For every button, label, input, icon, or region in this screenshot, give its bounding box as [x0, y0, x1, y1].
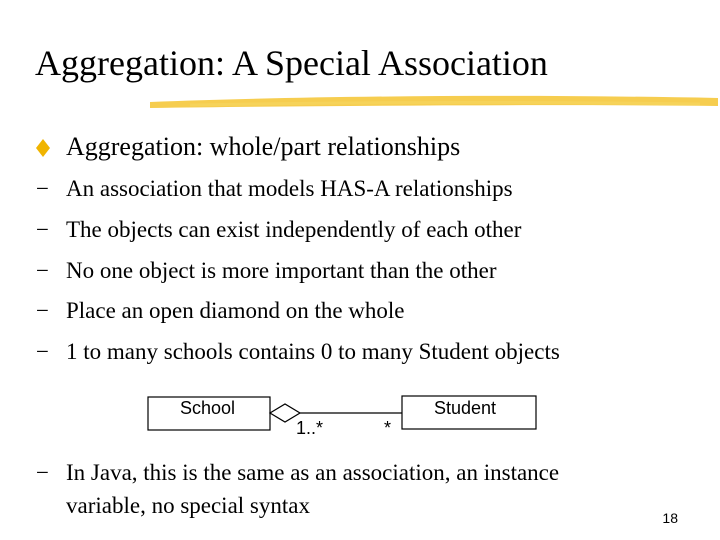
uml-aggregation-diagram: [0, 380, 720, 440]
main-bullet-text: Aggregation: whole/part relationships: [66, 132, 461, 161]
sub-bullet-text: An association that models HAS-A relationships: [66, 176, 513, 201]
diamond-bullet-icon: [36, 139, 50, 157]
right-multiplicity: *: [384, 418, 392, 438]
final-bullet-line2: variable, no special syntax: [66, 493, 310, 518]
page-number: 18: [662, 510, 678, 526]
sub-bullet-text: 1 to many schools contains 0 to many Student objects: [66, 339, 560, 364]
final-bullet-line1: In Java, this is the same as an association, an instance: [66, 460, 560, 485]
student-class-label: Student: [434, 398, 497, 418]
sub-bullet-text: The objects can exist independently of each other: [66, 217, 522, 242]
school-class-label: School: [180, 398, 236, 418]
sub-bullet-text: Place an open diamond on the whole: [66, 298, 405, 323]
left-multiplicity: 1..*: [296, 418, 324, 438]
sub-bullet-text: No one object is more important than the other: [66, 258, 497, 283]
title-underline: [0, 82, 720, 122]
slide-title: Aggregation: A Special Association: [35, 43, 548, 83]
uml-diagram-lines: [0, 380, 720, 440]
